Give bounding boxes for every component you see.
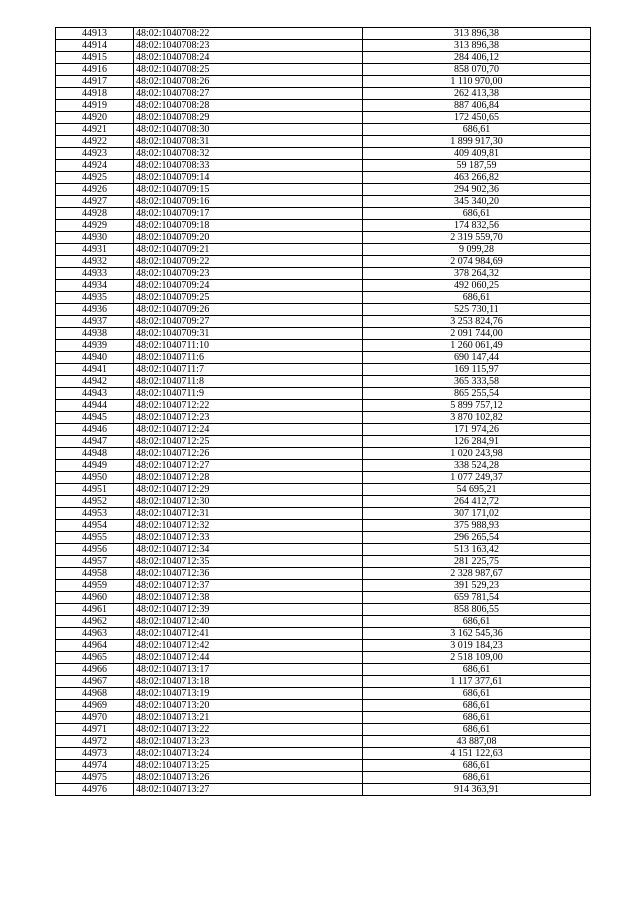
row-number-cell: 44926 <box>56 184 134 196</box>
cadastral-number-cell: 48:02:1040712:23 <box>134 412 363 424</box>
row-number-cell: 44948 <box>56 448 134 460</box>
row-number-cell: 44976 <box>56 784 134 796</box>
cadastral-number-cell: 48:02:1040712:37 <box>134 580 363 592</box>
row-number-cell: 44955 <box>56 532 134 544</box>
cadastral-value-cell: 409 409,81 <box>363 148 591 160</box>
cadastral-value-cell: 294 902,36 <box>363 184 591 196</box>
cadastral-number-cell: 48:02:1040709:22 <box>134 256 363 268</box>
cadastral-number-cell: 48:02:1040712:32 <box>134 520 363 532</box>
table-row <box>56 64 591 76</box>
cadastral-number-cell: 48:02:1040708:28 <box>134 100 363 112</box>
table-row <box>56 148 591 160</box>
table-row <box>56 736 591 748</box>
cadastral-number-cell: 48:02:1040712:39 <box>134 604 363 616</box>
cadastral-value-cell: 338 524,28 <box>363 460 591 472</box>
cadastral-value-cell: 463 266,82 <box>363 172 591 184</box>
row-number-cell: 44967 <box>56 676 134 688</box>
cadastral-value-cell: 345 340,20 <box>363 196 591 208</box>
cadastral-value-cell: 1 077 249,37 <box>363 472 591 484</box>
cadastral-value-cell: 264 412,72 <box>363 496 591 508</box>
cadastral-value-cell: 1 899 917,30 <box>363 136 591 148</box>
cadastral-value-cell: 1 117 377,61 <box>363 676 591 688</box>
cadastral-value-cell: 858 070,70 <box>363 64 591 76</box>
row-number-cell: 44959 <box>56 580 134 592</box>
row-number-cell: 44931 <box>56 244 134 256</box>
cadastral-number-cell: 48:02:1040713:19 <box>134 688 363 700</box>
cadastral-value-cell: 858 806,55 <box>363 604 591 616</box>
cadastral-number-cell: 48:02:1040709:27 <box>134 316 363 328</box>
table-row <box>56 460 591 472</box>
row-number-cell: 44925 <box>56 172 134 184</box>
cadastral-value-cell: 525 730,11 <box>363 304 591 316</box>
cadastral-number-cell: 48:02:1040713:22 <box>134 724 363 736</box>
row-number-cell: 44958 <box>56 568 134 580</box>
cadastral-number-cell: 48:02:1040712:27 <box>134 460 363 472</box>
cadastral-number-cell: 48:02:1040712:33 <box>134 532 363 544</box>
cadastral-number-cell: 48:02:1040708:33 <box>134 160 363 172</box>
table-row <box>56 556 591 568</box>
table-row <box>56 376 591 388</box>
cadastral-value-cell: 2 319 559,70 <box>363 232 591 244</box>
cadastral-number-cell: 48:02:1040708:31 <box>134 136 363 148</box>
table-row <box>56 508 591 520</box>
row-number-cell: 44922 <box>56 136 134 148</box>
cadastral-value-cell: 3 162 545,36 <box>363 628 591 640</box>
table-row <box>56 100 591 112</box>
cadastral-value-cell: 59 187,59 <box>363 160 591 172</box>
cadastral-value-cell: 307 171,02 <box>363 508 591 520</box>
table-row <box>56 412 591 424</box>
cadastral-number-cell: 48:02:1040709:25 <box>134 292 363 304</box>
cadastral-number-cell: 48:02:1040708:22 <box>134 28 363 40</box>
table-row <box>56 640 591 652</box>
table-row <box>56 244 591 256</box>
cadastral-value-cell: 54 695,21 <box>363 484 591 496</box>
table-body <box>56 28 591 796</box>
row-number-cell: 44918 <box>56 88 134 100</box>
cadastral-number-cell: 48:02:1040711:10 <box>134 340 363 352</box>
cadastral-number-cell: 48:02:1040709:31 <box>134 328 363 340</box>
cadastral-value-cell: 686,61 <box>363 688 591 700</box>
row-number-cell: 44941 <box>56 364 134 376</box>
cadastral-number-cell: 48:02:1040709:17 <box>134 208 363 220</box>
row-number-cell: 44930 <box>56 232 134 244</box>
table-row <box>56 472 591 484</box>
table-row <box>56 616 591 628</box>
table-row <box>56 652 591 664</box>
table-row <box>56 328 591 340</box>
cadastral-number-cell: 48:02:1040713:27 <box>134 784 363 796</box>
row-number-cell: 44973 <box>56 748 134 760</box>
cadastral-number-cell: 48:02:1040712:41 <box>134 628 363 640</box>
cadastral-value-cell: 1 260 061,49 <box>363 340 591 352</box>
cadastral-number-cell: 48:02:1040713:25 <box>134 760 363 772</box>
cadastral-value-cell: 313 896,38 <box>363 40 591 52</box>
table-row <box>56 772 591 784</box>
cadastral-value-table <box>55 27 591 796</box>
table-row <box>56 280 591 292</box>
row-number-cell: 44928 <box>56 208 134 220</box>
table-row <box>56 628 591 640</box>
row-number-cell: 44968 <box>56 688 134 700</box>
row-number-cell: 44924 <box>56 160 134 172</box>
row-number-cell: 44916 <box>56 64 134 76</box>
row-number-cell: 44934 <box>56 280 134 292</box>
cadastral-number-cell: 48:02:1040712:42 <box>134 640 363 652</box>
table-row <box>56 520 591 532</box>
cadastral-number-cell: 48:02:1040712:34 <box>134 544 363 556</box>
cadastral-value-cell: 171 974,26 <box>363 424 591 436</box>
row-number-cell: 44947 <box>56 436 134 448</box>
row-number-cell: 44940 <box>56 352 134 364</box>
cadastral-value-cell: 174 832,56 <box>363 220 591 232</box>
row-number-cell: 44929 <box>56 220 134 232</box>
cadastral-number-cell: 48:02:1040709:24 <box>134 280 363 292</box>
cadastral-number-cell: 48:02:1040708:32 <box>134 148 363 160</box>
row-number-cell: 44917 <box>56 76 134 88</box>
table-row <box>56 304 591 316</box>
row-number-cell: 44971 <box>56 724 134 736</box>
row-number-cell: 44966 <box>56 664 134 676</box>
cadastral-value-cell: 3 253 824,76 <box>363 316 591 328</box>
cadastral-value-cell: 169 115,97 <box>363 364 591 376</box>
row-number-cell: 44970 <box>56 712 134 724</box>
cadastral-value-cell: 686,61 <box>363 772 591 784</box>
cadastral-number-cell: 48:02:1040713:17 <box>134 664 363 676</box>
table-row <box>56 448 591 460</box>
table-row <box>56 220 591 232</box>
table-row <box>56 388 591 400</box>
cadastral-number-cell: 48:02:1040712:44 <box>134 652 363 664</box>
cadastral-value-cell: 284 406,12 <box>363 52 591 64</box>
table-row <box>56 568 591 580</box>
table-row <box>56 172 591 184</box>
cadastral-value-cell: 659 781,54 <box>363 592 591 604</box>
row-number-cell: 44962 <box>56 616 134 628</box>
row-number-cell: 44919 <box>56 100 134 112</box>
table-row <box>56 136 591 148</box>
row-number-cell: 44972 <box>56 736 134 748</box>
cadastral-value-cell: 686,61 <box>363 712 591 724</box>
table-row <box>56 676 591 688</box>
table-row <box>56 424 591 436</box>
cadastral-value-cell: 492 060,25 <box>363 280 591 292</box>
cadastral-value-cell: 3 870 102,82 <box>363 412 591 424</box>
cadastral-value-cell: 1 020 243,98 <box>363 448 591 460</box>
cadastral-number-cell: 48:02:1040713:24 <box>134 748 363 760</box>
cadastral-value-cell: 126 284,91 <box>363 436 591 448</box>
row-number-cell: 44914 <box>56 40 134 52</box>
table-row <box>56 544 591 556</box>
table-row <box>56 604 591 616</box>
table-row <box>56 160 591 172</box>
table-row <box>56 316 591 328</box>
row-number-cell: 44956 <box>56 544 134 556</box>
table-row <box>56 340 591 352</box>
row-number-cell: 44939 <box>56 340 134 352</box>
cadastral-value-cell: 378 264,32 <box>363 268 591 280</box>
row-number-cell: 44975 <box>56 772 134 784</box>
cadastral-value-cell: 686,61 <box>363 292 591 304</box>
cadastral-number-cell: 48:02:1040712:30 <box>134 496 363 508</box>
table-row <box>56 664 591 676</box>
table-row <box>56 196 591 208</box>
cadastral-value-cell: 365 333,58 <box>363 376 591 388</box>
row-number-cell: 44965 <box>56 652 134 664</box>
cadastral-value-cell: 686,61 <box>363 208 591 220</box>
table-row <box>56 52 591 64</box>
row-number-cell: 44953 <box>56 508 134 520</box>
cadastral-number-cell: 48:02:1040709:15 <box>134 184 363 196</box>
row-number-cell: 44960 <box>56 592 134 604</box>
cadastral-number-cell: 48:02:1040709:23 <box>134 268 363 280</box>
table-row <box>56 40 591 52</box>
table-row <box>56 748 591 760</box>
cadastral-value-cell: 4 151 122,63 <box>363 748 591 760</box>
cadastral-value-cell: 281 225,75 <box>363 556 591 568</box>
cadastral-value-cell: 686,61 <box>363 124 591 136</box>
table-row <box>56 688 591 700</box>
cadastral-number-cell: 48:02:1040709:18 <box>134 220 363 232</box>
row-number-cell: 44923 <box>56 148 134 160</box>
table-row <box>56 436 591 448</box>
row-number-cell: 44946 <box>56 424 134 436</box>
row-number-cell: 44951 <box>56 484 134 496</box>
table-row <box>56 232 591 244</box>
table-row <box>56 124 591 136</box>
row-number-cell: 44932 <box>56 256 134 268</box>
table-row <box>56 532 591 544</box>
cadastral-number-cell: 48:02:1040712:25 <box>134 436 363 448</box>
row-number-cell: 44921 <box>56 124 134 136</box>
table-row <box>56 712 591 724</box>
cadastral-number-cell: 48:02:1040708:23 <box>134 40 363 52</box>
row-number-cell: 44942 <box>56 376 134 388</box>
table-row <box>56 784 591 796</box>
cadastral-value-cell: 5 899 757,12 <box>363 400 591 412</box>
table-row <box>56 268 591 280</box>
cadastral-number-cell: 48:02:1040712:29 <box>134 484 363 496</box>
row-number-cell: 44950 <box>56 472 134 484</box>
row-number-cell: 44974 <box>56 760 134 772</box>
row-number-cell: 44920 <box>56 112 134 124</box>
cadastral-number-cell: 48:02:1040712:31 <box>134 508 363 520</box>
cadastral-value-cell: 686,61 <box>363 760 591 772</box>
cadastral-value-cell: 2 091 744,00 <box>363 328 591 340</box>
row-number-cell: 44936 <box>56 304 134 316</box>
cadastral-value-cell: 2 328 987,67 <box>363 568 591 580</box>
cadastral-value-cell: 375 988,93 <box>363 520 591 532</box>
row-number-cell: 44949 <box>56 460 134 472</box>
cadastral-number-cell: 48:02:1040712:28 <box>134 472 363 484</box>
cadastral-number-cell: 48:02:1040713:23 <box>134 736 363 748</box>
table-row <box>56 580 591 592</box>
table-row <box>56 484 591 496</box>
row-number-cell: 44952 <box>56 496 134 508</box>
table-row <box>56 76 591 88</box>
cadastral-value-cell: 513 163,42 <box>363 544 591 556</box>
cadastral-value-cell: 9 099,28 <box>363 244 591 256</box>
row-number-cell: 44945 <box>56 412 134 424</box>
cadastral-number-cell: 48:02:1040709:20 <box>134 232 363 244</box>
cadastral-number-cell: 48:02:1040709:14 <box>134 172 363 184</box>
cadastral-number-cell: 48:02:1040708:29 <box>134 112 363 124</box>
cadastral-number-cell: 48:02:1040709:26 <box>134 304 363 316</box>
cadastral-value-cell: 172 450,65 <box>363 112 591 124</box>
row-number-cell: 44915 <box>56 52 134 64</box>
cadastral-value-cell: 686,61 <box>363 664 591 676</box>
cadastral-number-cell: 48:02:1040708:24 <box>134 52 363 64</box>
cadastral-value-cell: 686,61 <box>363 724 591 736</box>
cadastral-number-cell: 48:02:1040708:27 <box>134 88 363 100</box>
table-row <box>56 364 591 376</box>
table-row <box>56 724 591 736</box>
cadastral-number-cell: 48:02:1040713:18 <box>134 676 363 688</box>
row-number-cell: 44933 <box>56 268 134 280</box>
row-number-cell: 44935 <box>56 292 134 304</box>
cadastral-number-cell: 48:02:1040713:20 <box>134 700 363 712</box>
table-row <box>56 700 591 712</box>
table-row <box>56 88 591 100</box>
row-number-cell: 44943 <box>56 388 134 400</box>
cadastral-value-cell: 865 255,54 <box>363 388 591 400</box>
cadastral-number-cell: 48:02:1040712:24 <box>134 424 363 436</box>
cadastral-value-cell: 2 074 984,69 <box>363 256 591 268</box>
cadastral-number-cell: 48:02:1040712:22 <box>134 400 363 412</box>
cadastral-value-cell: 262 413,38 <box>363 88 591 100</box>
cadastral-value-cell: 1 110 970,00 <box>363 76 591 88</box>
cadastral-number-cell: 48:02:1040712:36 <box>134 568 363 580</box>
row-number-cell: 44957 <box>56 556 134 568</box>
row-number-cell: 44927 <box>56 196 134 208</box>
row-number-cell: 44938 <box>56 328 134 340</box>
table-row <box>56 184 591 196</box>
cadastral-number-cell: 48:02:1040713:21 <box>134 712 363 724</box>
cadastral-value-cell: 887 406,84 <box>363 100 591 112</box>
cadastral-value-cell: 313 896,38 <box>363 28 591 40</box>
cadastral-number-cell: 48:02:1040709:21 <box>134 244 363 256</box>
row-number-cell: 44944 <box>56 400 134 412</box>
cadastral-value-cell: 914 363,91 <box>363 784 591 796</box>
table-row <box>56 256 591 268</box>
row-number-cell: 44913 <box>56 28 134 40</box>
cadastral-value-cell: 686,61 <box>363 616 591 628</box>
cadastral-number-cell: 48:02:1040711:9 <box>134 388 363 400</box>
cadastral-number-cell: 48:02:1040708:25 <box>134 64 363 76</box>
cadastral-value-cell: 296 265,54 <box>363 532 591 544</box>
table-row <box>56 496 591 508</box>
cadastral-number-cell: 48:02:1040712:40 <box>134 616 363 628</box>
row-number-cell: 44961 <box>56 604 134 616</box>
cadastral-value-cell: 686,61 <box>363 700 591 712</box>
cadastral-value-cell: 3 019 184,23 <box>363 640 591 652</box>
table-row <box>56 112 591 124</box>
cadastral-value-cell: 690 147,44 <box>363 352 591 364</box>
cadastral-number-cell: 48:02:1040709:16 <box>134 196 363 208</box>
cadastral-number-cell: 48:02:1040712:38 <box>134 592 363 604</box>
cadastral-number-cell: 48:02:1040712:35 <box>134 556 363 568</box>
cadastral-number-cell: 48:02:1040708:26 <box>134 76 363 88</box>
row-number-cell: 44963 <box>56 628 134 640</box>
row-number-cell: 44954 <box>56 520 134 532</box>
row-number-cell: 44964 <box>56 640 134 652</box>
table-row <box>56 760 591 772</box>
row-number-cell: 44969 <box>56 700 134 712</box>
table-row <box>56 352 591 364</box>
table-row <box>56 592 591 604</box>
cadastral-number-cell: 48:02:1040708:30 <box>134 124 363 136</box>
cadastral-number-cell: 48:02:1040712:26 <box>134 448 363 460</box>
cadastral-number-cell: 48:02:1040711:7 <box>134 364 363 376</box>
table-row <box>56 400 591 412</box>
cadastral-number-cell: 48:02:1040711:6 <box>134 352 363 364</box>
cadastral-number-cell: 48:02:1040713:26 <box>134 772 363 784</box>
table-row <box>56 292 591 304</box>
cadastral-value-cell: 391 529,23 <box>363 580 591 592</box>
row-number-cell: 44937 <box>56 316 134 328</box>
cadastral-number-cell: 48:02:1040711:8 <box>134 376 363 388</box>
table-row <box>56 28 591 40</box>
table-row <box>56 208 591 220</box>
cadastral-value-cell: 43 887,08 <box>363 736 591 748</box>
cadastral-value-cell: 2 518 109,00 <box>363 652 591 664</box>
